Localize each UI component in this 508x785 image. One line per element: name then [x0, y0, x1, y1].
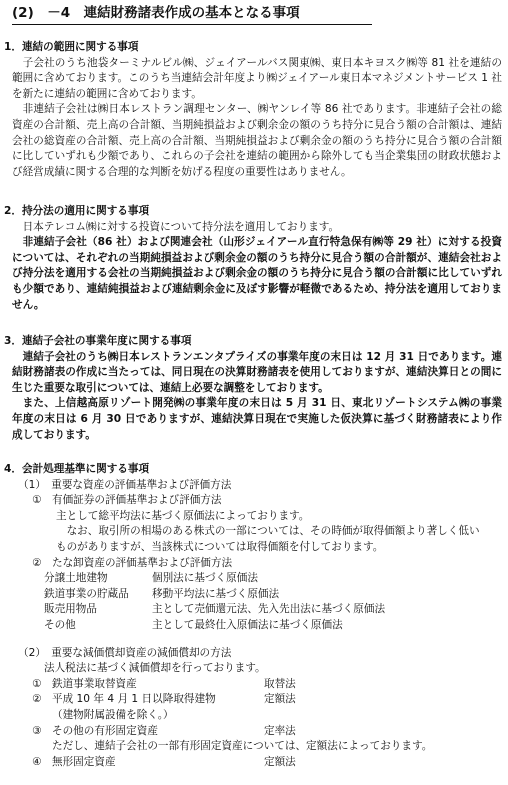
item-label: たな卸資産の評価基準および評価方法 [52, 556, 233, 569]
section-accounting-policies [4, 462, 502, 770]
page-title: (2) －4 連結財務諸表作成の基本となる事項 [12, 4, 372, 25]
inventory-category: 販売用物品 [44, 603, 97, 616]
depreciation-method: 定額法 [264, 755, 296, 768]
depreciation-row [4, 677, 502, 693]
paragraph: 子会社のうち池袋ターミナルビル㈱、ジェイアールバス関東㈱、東日本キヨスク㈱等 81 社を連結の範囲に含めております。このうち当連結会計年度より㈱ジェイアール東日本マネジメントサービス 1 社を新たに連結の範囲に含めております。 [12, 56, 502, 100]
item-marker: ① [32, 494, 42, 507]
item-marker: ④ [32, 755, 42, 768]
section-consolidation-scope [4, 40, 502, 180]
depreciation-method: 定率法 [264, 724, 296, 737]
paragraph: 非連結子会社（86 社）および関連会社（山形ジェイアール直行特急保有㈱等 29 社）に対する投資については、それぞれの当期純損益および剰余金の額のうち持分に見合う額の合計額が、連結会社および持分法を適用する会社の当期純損益および剰余金の額のうち持分に見合う額の合計額に比していずれも少額であり、連結純損益および連結剰余金に及ぼす影響が軽微であるため、持分法を適用しておりません。 [12, 236, 502, 311]
inventory-method: 主として最終仕入原価法に基づく原価法 [152, 618, 343, 631]
item-marker: ② [32, 693, 42, 706]
inventory-method: 移動平均法に基づく原価法 [152, 587, 280, 600]
subsection-intro: 法人税法に基づく減価償却を行っております。 [44, 662, 266, 675]
item-marker: ① [32, 677, 42, 690]
asset-class: （建物附属設備を除く。） [52, 708, 174, 721]
depreciation-row [4, 739, 502, 755]
paragraph: また、上信越高原リゾート開発㈱の事業年度の末日は 5 月 31 日、東北リゾートシステム㈱の事業年度の末日は 6 月 30 日でありますが、連結決算日現在で実施した仮決算に基づく財務諸表により作成しております。 [12, 397, 502, 441]
depreciation-method: 取替法 [264, 677, 296, 690]
item-marker: ② [32, 556, 42, 569]
item-securities [4, 493, 502, 509]
section-heading: 2．持分法の適用に関する事項 [4, 205, 150, 217]
depreciation-row [4, 755, 502, 771]
inventory-method: 個別法に基づく原価法 [152, 572, 258, 585]
depreciation-method: 定額法 [264, 693, 296, 706]
item-text: なお、取引所の相場のある株式の一部については、その時価が取得価額より著しく低いものがありますが、当該株式については取得価額を付しております。 [56, 525, 480, 553]
section-fiscal-year [4, 334, 502, 443]
item-inventories [4, 556, 502, 572]
asset-class: 無形固定資産 [52, 755, 116, 768]
inventory-row [4, 602, 502, 618]
item-text: 主として総平均法に基づく原価法によっております。 [56, 509, 310, 522]
depreciation-row [4, 724, 502, 740]
inventory-category: 鉄道事業の貯蔵品 [44, 587, 129, 600]
section-heading: 4．会計処理基準に関する事項 [4, 463, 150, 475]
asset-class: 平成 10 年 4 月 1 日以降取得建物 [52, 693, 216, 706]
item-marker [32, 739, 52, 755]
section-equity-method [4, 204, 502, 313]
inventory-category: その他 [44, 618, 76, 631]
inventory-method: 主として売価還元法、先入先出法に基づく原価法 [152, 603, 386, 616]
asset-class: 鉄道事業取替資産 [52, 677, 137, 690]
inventory-row [4, 571, 502, 587]
paragraph: 連結子会社のうち㈱日本レストランエンタプライズの事業年度の末日は 12 月 31 日であります。連結財務諸表の作成に当たっては、同日現在の決算財務諸表を使用しておりますが、連結決算日との間に生じた重要な取引については、連結上必要な調整をしております。 [12, 350, 502, 394]
paragraph: 日本テレコム㈱に対する投資について持分法を適用しております。 [22, 220, 340, 233]
section-heading: 3．連結子会社の事業年度に関する事項 [4, 335, 192, 347]
inventory-category: 分譲土地建物 [44, 572, 108, 585]
asset-class: ただし、連結子会社の一部有形固定資産については、定額法によっております。 [52, 740, 433, 753]
subsection-asset-valuation: （1） 重要な資産の評価基準および評価方法 [18, 478, 232, 491]
inventory-row [4, 587, 502, 603]
asset-class: その他の有形固定資産 [52, 724, 158, 737]
inventory-row [4, 618, 502, 634]
depreciation-row [4, 692, 502, 708]
subsection-depreciation: （2） 重要な減価償却資産の減価償却の方法 [18, 646, 232, 659]
item-label: 有価証券の評価基準および評価方法 [52, 494, 222, 507]
depreciation-row [4, 708, 502, 724]
section-heading: 1．連結の範囲に関する事項 [4, 41, 139, 53]
item-marker: ③ [32, 724, 42, 737]
item-marker [32, 708, 52, 724]
paragraph: 非連結子会社は㈱日本レストラン調理センター、㈱ヤンレイ等 86 社であります。非連結子会社の総資産の合計額、売上高の合計額、当期純損益および剰余金の額のうち持分に見合う額の合計額は、連結会社の総資産の合計額、売上高の合計額、当期純損益および剰余金の額のうち持分に見合う額の合計額に比していずれも少額であり、これらの子会社を連結の範囲から除外しても当企業集団の財政状態および経営成績に関する合理的な判断を妨げる程度の重要性はありません。 [12, 103, 502, 178]
